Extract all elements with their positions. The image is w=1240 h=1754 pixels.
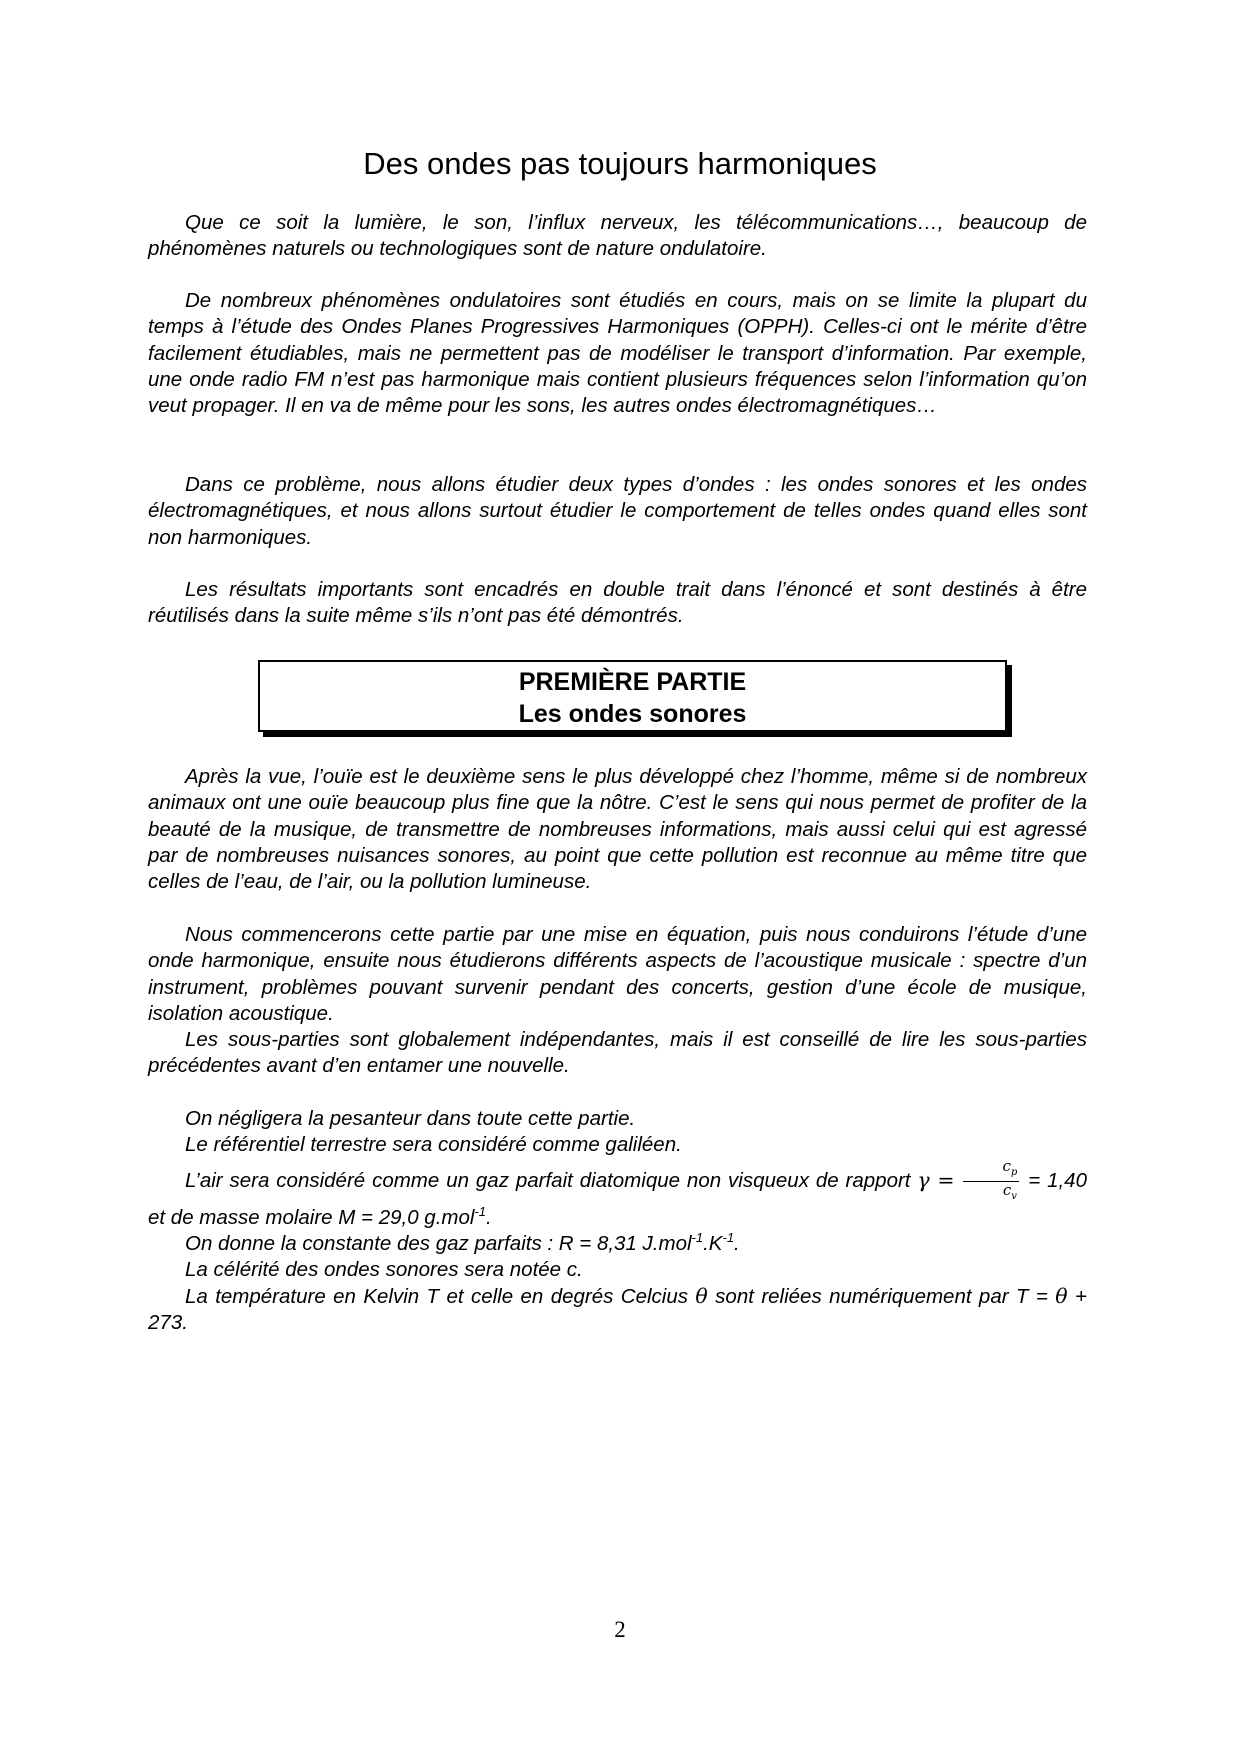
heat-capacity-ratio [963, 1158, 1019, 1205]
intro-paragraph-3: Dans ce problème, nous allons étudier deux types d’ondes : les ondes sonores et les ondes électromagnétiques, et nous allons surtout étudier le comportement de telles ondes quand elles sont non harmoniques. [148, 473, 1087, 549]
body-paragraph-2: Nous commencerons cette partie par une mise en équation, puis nous conduirons l’étude d’une onde harmonique, ensuite nous étudierons différents aspects de l’acoustique musicale : spectre d’un instrument, problèmes pouvant survenir pendant des concerts, gestion d’une école de musique, isolation acoustique. [148, 923, 1087, 1025]
end-period: . [486, 1206, 492, 1229]
part-heading-box [258, 660, 1007, 732]
kelvin-unit: .K [703, 1232, 723, 1255]
end-period: . [734, 1232, 740, 1255]
temperature-offset: + 273. [148, 1285, 1087, 1335]
hypothesis-gravity: On négligera la pesanteur dans toute cette partie. [185, 1107, 636, 1130]
intro-paragraph-4: Les résultats importants sont encadrés en double trait dans l’énoncé et sont destinés à être réutilisés dans la suite même s’ils n’ont pas été démontrés. [148, 578, 1087, 628]
part-number: PREMIÈRE PARTIE [518, 668, 747, 696]
hypothesis-air [148, 1158, 1087, 1231]
gamma-value: = 1,40 et de masse molaire M = 29,0 g.mol [148, 1168, 1087, 1229]
part-title: Les ondes sonores [518, 700, 747, 728]
hypothesis-temperature [148, 1283, 1087, 1337]
theta-symbol: θ [1055, 1284, 1068, 1308]
hypothesis-gas-constant [148, 1231, 1087, 1257]
theta-symbol: θ [695, 1284, 708, 1308]
page-number: 2 [614, 1617, 626, 1642]
body-paragraph-1: Après la vue, l’ouïe est le deuxième sens le plus développé chez l’homme, même si de nombreux animaux ont une ouïe beaucoup plus fine que la nôtre. C’est le sens qui nous permet de profiter de la beauté de la musique, de transmettre de nombreuses informations, mais aussi celui qui est agressé par de nombreuses nuisances sonores, au point que cette pollution est reconnue au même titre que celles de l’eau, de l’air, ou la pollution lumineuse. [148, 765, 1087, 894]
temperature-relation: sont reliées numériquement par T = [715, 1285, 1048, 1308]
body-paragraph-3: Les sous-parties sont globalement indépendantes, mais il est conseillé de lire les sous-parties précédentes avant d’en entamer une nouvelle. [148, 1028, 1087, 1078]
temperature-text: La température en Kelvin T et celle en degrés Celcius [185, 1285, 689, 1308]
air-description: L’air sera considéré comme un gaz parfait diatomique non visqueux de rapport [185, 1168, 911, 1192]
molar-mass-exponent: -1 [474, 1204, 487, 1220]
cp-numerator: $c_p$ [963, 1158, 1019, 1182]
gamma-symbol: γ = [917, 1167, 955, 1192]
cv-denominator: $c_v$ [1002, 1181, 1017, 1202]
mol-exponent: -1 [691, 1230, 704, 1246]
hypothesis-sound-speed: La célérité des ondes sonores sera notée c. [185, 1258, 583, 1281]
kelvin-exponent: -1 [722, 1230, 735, 1246]
intro-paragraph-1: Que ce soit la lumière, le son, l’influx nerveux, les télécommunications…, beaucoup de phénomènes naturels ou technologiques sont de nature ondulatoire. [148, 211, 1087, 261]
page-title: Des ondes pas toujours harmoniques [363, 146, 877, 181]
intro-paragraph-2: De nombreux phénomènes ondulatoires sont étudiés en cours, mais on se limite la plupart du temps à l’étude des Ondes Planes Progressives Harmoniques (OPPH). Celles-ci ont le mérite d’être facilement étudiables, mais ne permettent pas de modéliser le transport d’information. Par exemple, une onde radio FM n’est pas harmonique mais contient plusieurs fréquences selon l’information qu’on veut propager. Il en va de même pour les sons, les autres ondes électromagnétiques… [148, 289, 1087, 418]
gas-constant-text: On donne la constante des gaz parfaits : R = 8,31 J.mol [185, 1232, 692, 1255]
hypothesis-frame: Le référentiel terrestre sera considéré comme galiléen. [185, 1133, 682, 1156]
